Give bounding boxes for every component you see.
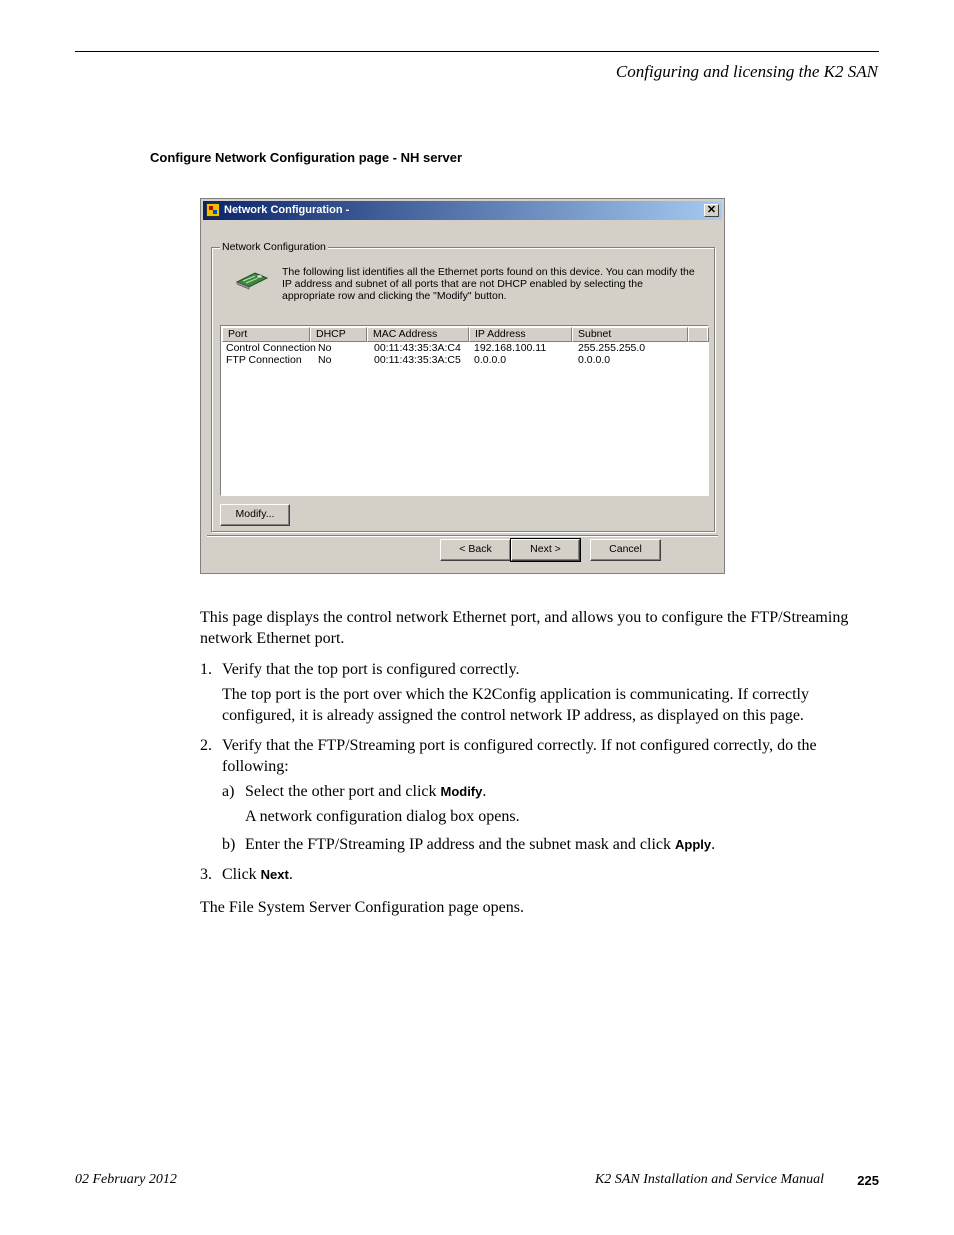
cell-ip: 192.168.100.11	[474, 342, 547, 354]
closing-paragraph: The File System Server Configuration page opens.	[200, 899, 524, 916]
network-configuration-group	[211, 241, 715, 532]
next-ui-term: Next	[260, 867, 289, 882]
modify-button[interactable]: Modify...	[220, 504, 290, 526]
step-2a-line	[245, 781, 880, 802]
dialog-title: Network Configuration -	[224, 204, 350, 216]
step-3-number: 3.	[200, 866, 212, 883]
column-header-mac[interactable]: MAC Address	[367, 327, 469, 342]
header-rule	[75, 51, 879, 52]
step-3-text: Click	[222, 866, 261, 883]
apply-ui-term: Apply	[674, 837, 712, 852]
cell-dhcp: No	[318, 342, 332, 354]
cell-port: FTP Connection	[226, 354, 302, 366]
column-header-dhcp[interactable]: DHCP	[310, 327, 367, 342]
step-2b-line	[245, 834, 880, 855]
column-header-subnet[interactable]: Subnet	[572, 327, 688, 342]
step-2a-detail: A network configuration dialog box opens.	[245, 808, 520, 825]
column-header-ip[interactable]: IP Address	[469, 327, 572, 342]
step-2a-label: a)	[222, 783, 235, 800]
cell-mac: 00:11:43:35:3A:C5	[374, 354, 461, 366]
cell-mac: 00:11:43:35:3A:C4	[374, 342, 461, 354]
step-2-text: Verify that the FTP/Streaming port is configured correctly. If not configured correctly, do the following:	[222, 737, 817, 775]
network-configuration-dialog	[200, 198, 725, 574]
back-button[interactable]: < Back	[440, 539, 511, 561]
list-header	[222, 327, 707, 342]
table-row[interactable]	[222, 354, 707, 367]
step-2-number: 2.	[200, 737, 212, 754]
step-1-detail: The top port is the port over which the K2Config application is communicating. If correctly configured, it is already assigned the control network IP address, as displayed on this page.	[222, 686, 809, 724]
group-label: Network Configuration	[222, 241, 326, 253]
step-2b-text: Enter the FTP/Streaming IP address and the subnet mask and click	[245, 836, 675, 853]
button-separator	[207, 535, 718, 537]
cancel-button[interactable]: Cancel	[590, 539, 661, 561]
footer-manual-title: K2 SAN Installation and Service Manual	[594, 1172, 824, 1187]
cell-subnet: 255.255.255.0	[578, 342, 646, 354]
cell-ip: 0.0.0.0	[474, 354, 507, 366]
cell-dhcp: No	[318, 354, 332, 366]
app-icon	[206, 203, 220, 217]
step-3-line	[222, 864, 880, 885]
column-header-filler	[688, 327, 709, 342]
intro-paragraph: This page displays the control network Ethernet port, and allows you to configure the FTP/Streaming network Ethernet port.	[200, 609, 849, 647]
step-2b-period: .	[711, 836, 716, 853]
step-1-text: Verify that the top port is configured correctly.	[222, 661, 520, 678]
page-number: 225	[857, 1173, 879, 1188]
step-2a-period: .	[482, 783, 487, 800]
next-button[interactable]: Next >	[511, 539, 580, 561]
step-1-number: 1.	[200, 661, 212, 678]
step-2b-label: b)	[222, 836, 236, 853]
cell-subnet: 0.0.0.0	[578, 354, 611, 366]
dialog-titlebar[interactable]	[203, 201, 722, 220]
network-card-icon	[235, 270, 269, 290]
cell-port: Control Connection	[226, 342, 316, 354]
figure-caption: Configure Network Configuration page - NH server	[150, 150, 463, 165]
ports-list[interactable]	[220, 325, 709, 496]
step-3-period: .	[288, 866, 293, 883]
close-icon[interactable]: ✕	[704, 204, 719, 217]
footer-date: 02 February 2012	[75, 1172, 177, 1187]
modify-ui-term: Modify	[440, 784, 483, 799]
column-header-port[interactable]: Port	[222, 327, 310, 342]
description-text: The following list identifies all the Ethernet ports found on this device. You can modify the IP address and subnet of all ports that are not DHCP enabled by selecting the appropriate row and clicking the "Modify" button.	[282, 266, 695, 302]
step-2a-text: Select the other port and click	[245, 783, 441, 800]
running-head: Configuring and licensing the K2 SAN	[615, 62, 878, 81]
